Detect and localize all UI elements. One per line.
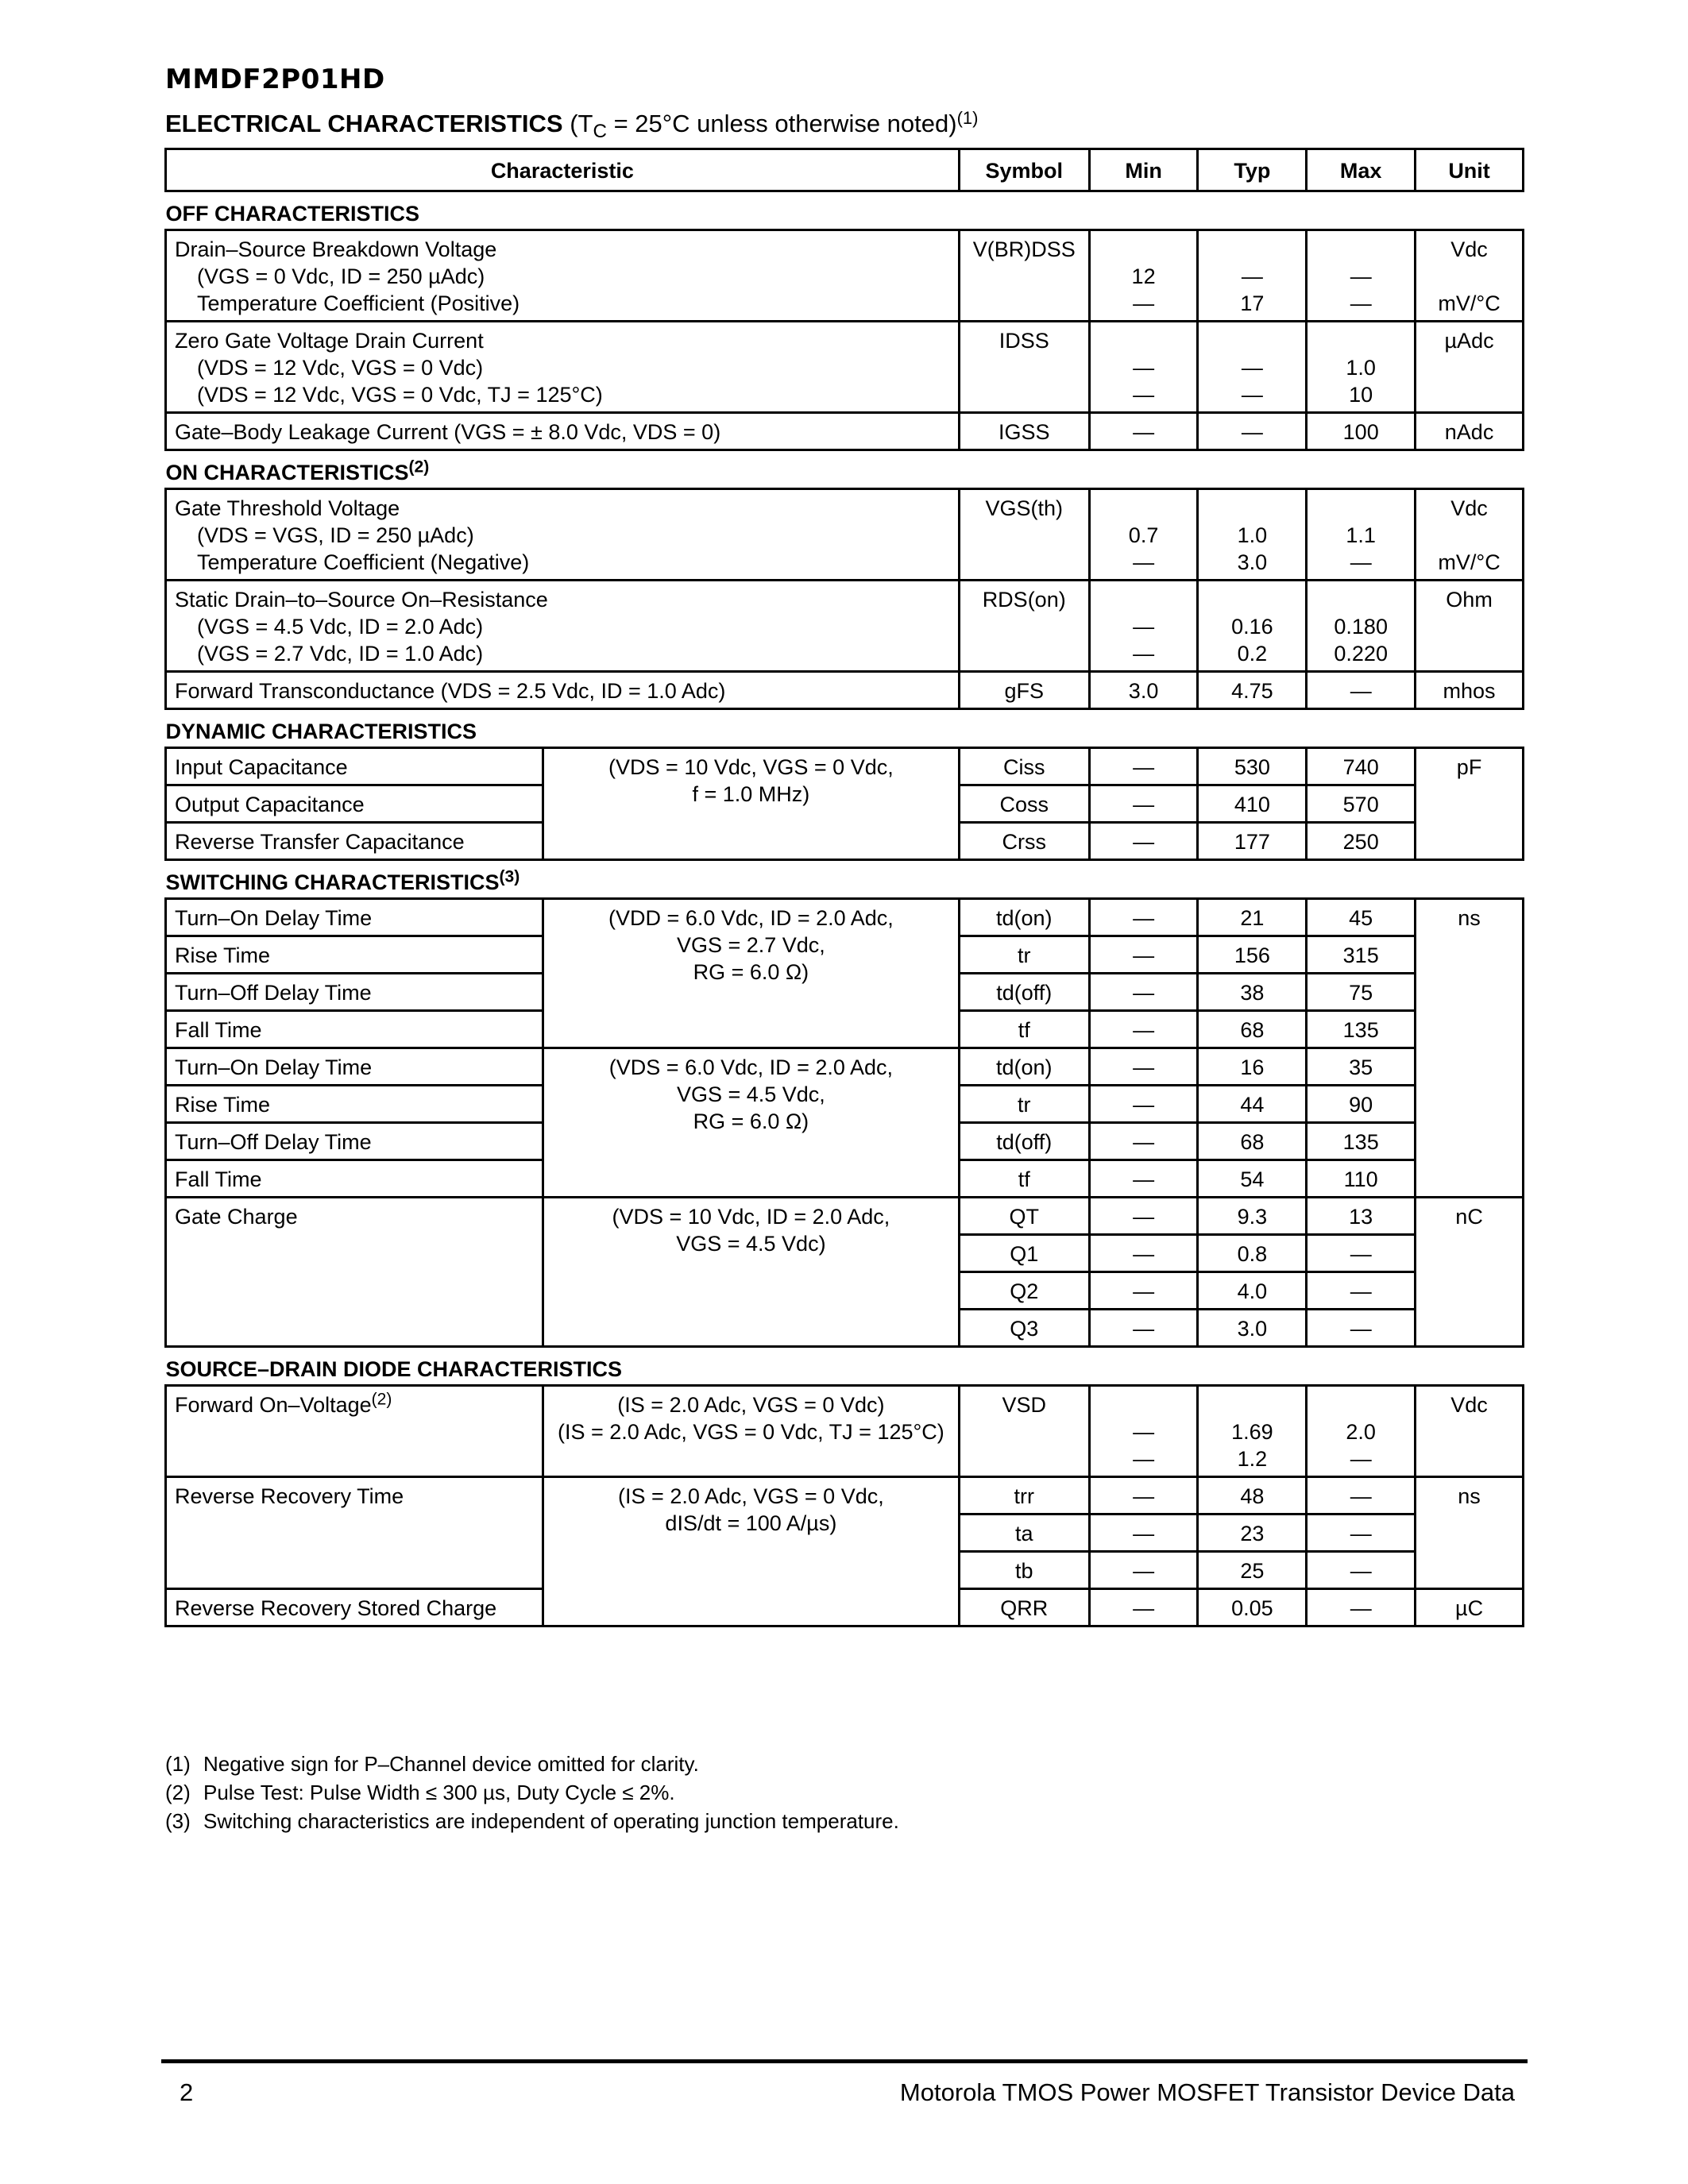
min-cell: 12 — [1089, 230, 1198, 322]
max-cell: — [1307, 1272, 1416, 1310]
min-cell: — [1089, 936, 1198, 974]
max-cell: — [1307, 672, 1416, 709]
typ-cell: 410 [1198, 785, 1307, 823]
char-rdson: Static Drain–to–Source On–Resistance (VGS = 4.5 Vdc, ID = 2.0 Adc) (VGS = 2.7 Vdc, ID = 1.0 Adc) [166, 581, 960, 672]
min-cell: — [1089, 1123, 1198, 1160]
table-row [166, 230, 1524, 322]
note-ref: (1) [956, 108, 979, 129]
typ-cell: 1.0 3.0 [1198, 489, 1307, 581]
symbol: Q1 [959, 1235, 1089, 1272]
typ-cell: — [1198, 413, 1307, 450]
char-name: Fall Time [166, 1011, 543, 1048]
unit-cell: pF [1416, 748, 1524, 860]
char-name: Reverse Transfer Capacitance [166, 823, 543, 860]
min-cell: — [1089, 1011, 1198, 1048]
min-cell: — [1089, 823, 1198, 860]
min-cell: — [1089, 1272, 1198, 1310]
max-cell: 35 [1307, 1048, 1416, 1086]
char-bvdss: Drain–Source Breakdown Voltage (VGS = 0 Vdc, ID = 250 µAdc) Temperature Coefficient (Positive) [166, 230, 960, 322]
symbol: QRR [959, 1589, 1089, 1626]
char-vsd: Forward On–Voltage$^{(2)}$ [166, 1386, 543, 1477]
symbol: RDS(on) [959, 581, 1089, 672]
symbol: tf [959, 1160, 1089, 1198]
unit-cell: mhos [1416, 672, 1524, 709]
table-row [166, 1048, 1524, 1086]
test-condition: (IS = 2.0 Adc, VGS = 0 Vdc, dIS/dt = 100 A/µs) [543, 1477, 960, 1626]
test-condition: (VDS = 6.0 Vdc, ID = 2.0 Adc, VGS = 4.5 Vdc, RG = 6.0 Ω) [543, 1048, 960, 1198]
symbol: Q3 [959, 1310, 1089, 1347]
symbol: td(off) [959, 1123, 1089, 1160]
char-name: Rise Time [166, 936, 543, 974]
typ-cell: 4.75 [1198, 672, 1307, 709]
min-cell: — [1089, 1160, 1198, 1198]
char-name: Rise Time [166, 1086, 543, 1123]
char-name: Fall Time [166, 1160, 543, 1198]
symbol: IGSS [959, 413, 1089, 450]
section-off: OFF CHARACTERISTICS [166, 191, 1524, 230]
symbol: IDSS [959, 322, 1089, 413]
typ-cell: 68 [1198, 1011, 1307, 1048]
max-cell: 250 [1307, 823, 1416, 860]
typ-cell: 1.69 1.2 [1198, 1386, 1307, 1477]
footnote: (3) Switching characteristics are independent of operating junction temperature. [165, 1809, 899, 1833]
symbol: VSD [959, 1386, 1089, 1477]
electrical-characteristics-table [164, 148, 1524, 1627]
section-switching: SWITCHING CHARACTERISTICS$^{(3)}$ [166, 860, 1524, 899]
section-dynamic: DYNAMIC CHARACTERISTICS [166, 709, 1524, 748]
max-cell: 315 [1307, 936, 1416, 974]
unit-cell: Vdc mV/°C [1416, 230, 1524, 322]
unit-cell: Vdc mV/°C [1416, 489, 1524, 581]
unit-cell: µAdc [1416, 322, 1524, 413]
char-name: Turn–On Delay Time [166, 1048, 543, 1086]
symbol: tb [959, 1552, 1089, 1589]
test-condition: (VDS = 10 Vdc, VGS = 0 Vdc, f = 1.0 MHz) [543, 748, 960, 860]
char-name: Turn–On Delay Time [166, 899, 543, 936]
char-gate-charge: Gate Charge [166, 1198, 543, 1347]
test-condition: (VDS = 10 Vdc, ID = 2.0 Adc, VGS = 4.5 Vdc) [543, 1198, 960, 1347]
header-min: Min [1089, 149, 1198, 191]
table-row [166, 322, 1524, 413]
symbol: VGS(th) [959, 489, 1089, 581]
char-name: Output Capacitance [166, 785, 543, 823]
typ-cell: 530 [1198, 748, 1307, 785]
symbol: gFS [959, 672, 1089, 709]
symbol: tf [959, 1011, 1089, 1048]
max-cell: — [1307, 1589, 1416, 1626]
min-cell: — [1089, 1198, 1198, 1235]
footnote: (1) Negative sign for P–Channel device omitted for clarity. [165, 1752, 699, 1776]
typ-cell: 0.8 [1198, 1235, 1307, 1272]
max-cell: 110 [1307, 1160, 1416, 1198]
test-condition: (IS = 2.0 Adc, VGS = 0 Vdc) (IS = 2.0 Adc, VGS = 0 Vdc, TJ = 125°C) [543, 1386, 960, 1477]
typ-cell: — — [1198, 322, 1307, 413]
min-cell: — [1089, 1235, 1198, 1272]
symbol: tr [959, 936, 1089, 974]
min-cell: — [1089, 748, 1198, 785]
max-cell: 135 [1307, 1011, 1416, 1048]
max-cell: 13 [1307, 1198, 1416, 1235]
typ-cell: 16 [1198, 1048, 1307, 1086]
min-cell: — [1089, 1589, 1198, 1626]
unit-cell: Vdc [1416, 1386, 1524, 1477]
char-vgsth: Gate Threshold Voltage (VDS = VGS, ID = 250 µAdc) Temperature Coefficient (Negative) [166, 489, 960, 581]
typ-cell: 177 [1198, 823, 1307, 860]
header-row [166, 149, 1524, 191]
typ-cell: 44 [1198, 1086, 1307, 1123]
symbol: Crss [959, 823, 1089, 860]
min-cell: 0.7 — [1089, 489, 1198, 581]
min-cell: — — [1089, 322, 1198, 413]
unit-cell: Ohm [1416, 581, 1524, 672]
max-cell: 0.180 0.220 [1307, 581, 1416, 672]
document-id: MMDF2P01HD [165, 64, 385, 95]
symbol: td(on) [959, 1048, 1089, 1086]
symbol: V(BR)DSS [959, 230, 1089, 322]
header-characteristic: Characteristic [166, 149, 960, 191]
footnotes [165, 1750, 899, 1835]
min-cell: — — [1089, 1386, 1198, 1477]
min-cell: — [1089, 1086, 1198, 1123]
min-cell: — [1089, 413, 1198, 450]
typ-cell: 68 [1198, 1123, 1307, 1160]
char-gfs: Forward Transconductance (VDS = 2.5 Vdc, ID = 1.0 Adc) [166, 672, 960, 709]
typ-cell: 3.0 [1198, 1310, 1307, 1347]
table-row [166, 1386, 1524, 1477]
symbol: td(on) [959, 899, 1089, 936]
symbol: QT [959, 1198, 1089, 1235]
max-cell: — [1307, 1552, 1416, 1589]
min-cell: 3.0 [1089, 672, 1198, 709]
symbol: td(off) [959, 974, 1089, 1011]
typ-cell: 21 [1198, 899, 1307, 936]
table-row [166, 581, 1524, 672]
max-cell: 90 [1307, 1086, 1416, 1123]
max-cell: — [1307, 1477, 1416, 1515]
typ-cell: 38 [1198, 974, 1307, 1011]
table-row [166, 672, 1524, 709]
symbol: Ciss [959, 748, 1089, 785]
max-cell: 740 [1307, 748, 1416, 785]
table-row [166, 899, 1524, 936]
footer-title: Motorola TMOS Power MOSFET Transistor Device Data [899, 2078, 1515, 2106]
max-cell: 45 [1307, 899, 1416, 936]
min-cell: — [1089, 1515, 1198, 1552]
char-name: Turn–Off Delay Time [166, 974, 543, 1011]
table-row [166, 1198, 1524, 1235]
max-cell: 2.0 — [1307, 1386, 1416, 1477]
section-source-drain: SOURCE–DRAIN DIODE CHARACTERISTICS [166, 1347, 1524, 1386]
min-cell: — [1089, 1310, 1198, 1347]
symbol: Q2 [959, 1272, 1089, 1310]
symbol: Coss [959, 785, 1089, 823]
max-cell: 570 [1307, 785, 1416, 823]
max-cell: 75 [1307, 974, 1416, 1011]
test-condition: (VDD = 6.0 Vdc, ID = 2.0 Adc, VGS = 2.7 Vdc, RG = 6.0 Ω) [543, 899, 960, 1048]
typ-cell: 48 [1198, 1477, 1307, 1515]
typ-cell: 9.3 [1198, 1198, 1307, 1235]
char-name: Input Capacitance [166, 748, 543, 785]
max-cell: — [1307, 1515, 1416, 1552]
char-igss: Gate–Body Leakage Current (VGS = ± 8.0 Vdc, VDS = 0) [166, 413, 960, 450]
section-on: ON CHARACTERISTICS$^{(2)}$ [166, 450, 1524, 489]
header-max: Max [1307, 149, 1416, 191]
unit-cell: µC [1416, 1589, 1524, 1626]
table-row [166, 413, 1524, 450]
min-cell: — [1089, 1048, 1198, 1086]
footnote: (2) Pulse Test: Pulse Width ≤ 300 µs, Duty Cycle ≤ 2%. [165, 1781, 675, 1804]
max-cell: 100 [1307, 413, 1416, 450]
min-cell: — [1089, 1477, 1198, 1515]
char-qrr: Reverse Recovery Stored Charge [166, 1589, 543, 1626]
max-cell: 1.1 — [1307, 489, 1416, 581]
char-name: Turn–Off Delay Time [166, 1123, 543, 1160]
char-trr: Reverse Recovery Time [166, 1477, 543, 1589]
min-cell: — [1089, 785, 1198, 823]
char-idss: Zero Gate Voltage Drain Current (VDS = 12 Vdc, VGS = 0 Vdc) (VDS = 12 Vdc, VGS = 0 Vdc, TJ = 125°C) [166, 322, 960, 413]
max-cell: — [1307, 1310, 1416, 1347]
header-typ: Typ [1198, 149, 1307, 191]
table-row [166, 748, 1524, 785]
min-cell: — [1089, 1552, 1198, 1589]
symbol: trr [959, 1477, 1089, 1515]
symbol: tr [959, 1086, 1089, 1123]
section-title [165, 108, 979, 142]
page-number: 2 [180, 2078, 194, 2106]
table-row [166, 489, 1524, 581]
typ-cell: 23 [1198, 1515, 1307, 1552]
section-condition: ($T_C = 25^\circ C$ unless otherwise noted) [570, 110, 957, 142]
unit-cell: ns [1416, 1477, 1524, 1589]
max-cell: — [1307, 1235, 1416, 1272]
typ-cell: 25 [1198, 1552, 1307, 1589]
min-cell: — — [1089, 581, 1198, 672]
header-symbol: Symbol [959, 149, 1089, 191]
max-cell: — — [1307, 230, 1416, 322]
typ-cell: 54 [1198, 1160, 1307, 1198]
typ-cell: 0.16 0.2 [1198, 581, 1307, 672]
max-cell: 135 [1307, 1123, 1416, 1160]
unit-cell: nAdc [1416, 413, 1524, 450]
max-cell: 1.0 10 [1307, 322, 1416, 413]
typ-cell: — 17 [1198, 230, 1307, 322]
unit-cell: nC [1416, 1198, 1524, 1347]
unit-cell: ns [1416, 899, 1524, 1198]
table-row [166, 1477, 1524, 1515]
symbol: ta [959, 1515, 1089, 1552]
typ-cell: 4.0 [1198, 1272, 1307, 1310]
min-cell: — [1089, 974, 1198, 1011]
footer-divider [161, 2059, 1528, 2063]
typ-cell: 0.05 [1198, 1589, 1307, 1626]
section-title-text: ELECTRICAL CHARACTERISTICS [165, 110, 563, 137]
min-cell: — [1089, 899, 1198, 936]
header-unit: Unit [1416, 149, 1524, 191]
typ-cell: 156 [1198, 936, 1307, 974]
